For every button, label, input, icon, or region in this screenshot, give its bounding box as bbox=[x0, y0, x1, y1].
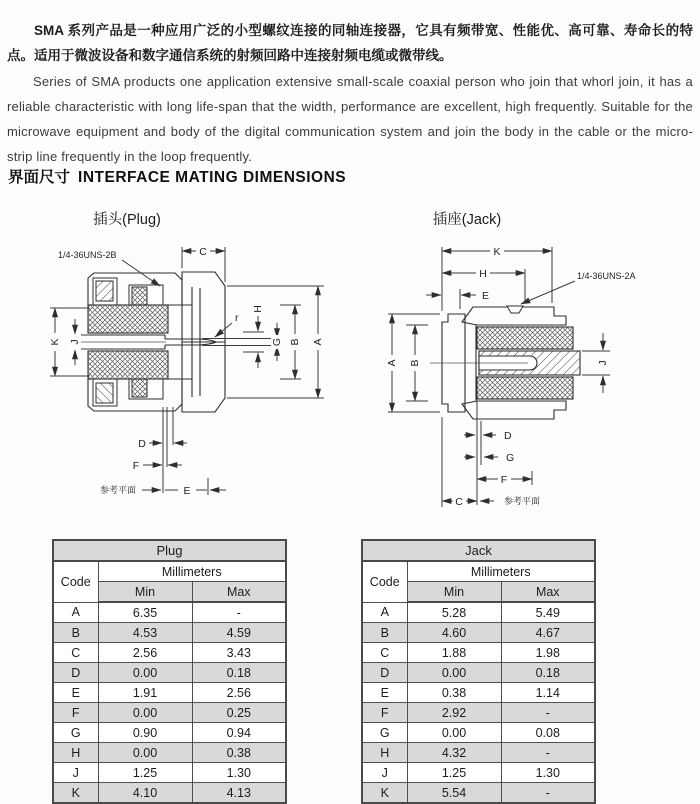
jack-unit-header: Millimeters bbox=[407, 561, 595, 582]
plug-min-header: Min bbox=[98, 582, 192, 603]
section-heading bbox=[8, 165, 346, 187]
table-cell-code: C bbox=[362, 643, 407, 663]
table-cell-max: 0.18 bbox=[192, 663, 286, 683]
plug-dim-f-label: F bbox=[132, 460, 140, 472]
table-cell-code: F bbox=[53, 703, 98, 723]
table-cell-min: 0.00 bbox=[98, 663, 192, 683]
table-cell-max: - bbox=[501, 743, 595, 763]
table-cell-code: G bbox=[53, 723, 98, 743]
jack-dim-c-label: C bbox=[455, 496, 463, 508]
plug-dim-g-label: G bbox=[270, 337, 283, 347]
table-cell-code: C bbox=[53, 643, 98, 663]
plug-thread-label: 1/4-36UNS-2B bbox=[58, 250, 117, 260]
table-cell-min: 5.28 bbox=[407, 602, 501, 623]
plug-dim-c-label: C bbox=[199, 246, 207, 258]
table-cell-max: - bbox=[501, 703, 595, 723]
table-row bbox=[53, 743, 286, 763]
table-row bbox=[53, 703, 286, 723]
table-cell-min: 0.00 bbox=[98, 703, 192, 723]
section-heading-en: INTERFACE MATING DIMENSIONS bbox=[78, 169, 347, 186]
table-cell-min: 4.10 bbox=[98, 783, 192, 804]
jack-dim-e bbox=[426, 289, 489, 309]
table-cell-code: H bbox=[362, 743, 407, 763]
table-cell-code: H bbox=[53, 743, 98, 763]
table-row bbox=[362, 703, 595, 723]
table-row bbox=[53, 602, 286, 623]
table-title-row bbox=[362, 540, 595, 561]
table-row bbox=[53, 763, 286, 783]
jack-body bbox=[442, 306, 580, 419]
plug-radius-callout bbox=[215, 312, 239, 337]
table-cell-min: 0.00 bbox=[407, 663, 501, 683]
plug-unit-header: Millimeters bbox=[98, 561, 286, 582]
table-row bbox=[362, 623, 595, 643]
table-cell-max: 4.67 bbox=[501, 623, 595, 643]
table-cell-code: K bbox=[362, 783, 407, 804]
plug-dim-a-label: A bbox=[311, 338, 324, 346]
table-cell-max: 2.56 bbox=[192, 683, 286, 703]
table-cell-code: D bbox=[53, 663, 98, 683]
table-row bbox=[362, 743, 595, 763]
table-cell-min: 0.90 bbox=[98, 723, 192, 743]
jack-thread-label: 1/4-36UNS-2A bbox=[577, 271, 636, 281]
table-cell-max: - bbox=[501, 783, 595, 804]
table-row bbox=[362, 723, 595, 743]
table-cell-code: D bbox=[362, 663, 407, 683]
plug-dimensions-table bbox=[52, 539, 287, 804]
table-cell-max: - bbox=[192, 602, 286, 623]
table-row bbox=[362, 783, 595, 804]
table-cell-max: 0.94 bbox=[192, 723, 286, 743]
table-cell-max: 1.30 bbox=[501, 763, 595, 783]
jack-dim-b bbox=[406, 325, 428, 401]
jack-max-header: Max bbox=[501, 582, 595, 603]
plug-ref-plane-lines bbox=[163, 407, 173, 493]
jack-dim-g bbox=[464, 452, 514, 464]
table-row bbox=[53, 783, 286, 804]
jack-code-header: Code bbox=[362, 561, 407, 602]
table-cell-code: J bbox=[53, 763, 98, 783]
plug-dim-r-label: r bbox=[235, 312, 239, 324]
table-row bbox=[53, 723, 286, 743]
table-cell-code: B bbox=[53, 623, 98, 643]
plug-body-half bbox=[88, 272, 225, 342]
jack-dim-j bbox=[582, 333, 610, 393]
jack-dim-j-label: J bbox=[596, 360, 609, 366]
plug-dim-b bbox=[280, 305, 301, 379]
table-cell-min: 0.00 bbox=[407, 723, 501, 743]
table-cell-min: 0.00 bbox=[98, 743, 192, 763]
jack-table-title: Jack bbox=[362, 540, 595, 561]
table-cell-min: 0.38 bbox=[407, 683, 501, 703]
table-cell-max: 0.18 bbox=[501, 663, 595, 683]
table-row bbox=[362, 763, 595, 783]
plug-diagram-title: 插头(Plug) bbox=[93, 212, 161, 228]
plug-diagram bbox=[30, 235, 360, 507]
plug-dim-h-label: H bbox=[251, 305, 264, 313]
table-cell-code: J bbox=[362, 763, 407, 783]
jack-dim-f-label: F bbox=[500, 474, 508, 486]
table-row bbox=[53, 663, 286, 683]
section-heading-cn: 界面尺寸 bbox=[8, 169, 71, 186]
plug-ref-plane-label: 参考平面 bbox=[99, 485, 137, 495]
table-cell-min: 1.25 bbox=[407, 763, 501, 783]
jack-dim-g-label: G bbox=[506, 452, 515, 464]
table-cell-code: F bbox=[362, 703, 407, 723]
plug-max-header: Max bbox=[192, 582, 286, 603]
jack-dim-c bbox=[442, 417, 540, 508]
jack-dim-k bbox=[442, 244, 552, 311]
table-cell-max: 0.25 bbox=[192, 703, 286, 723]
intro-paragraph-en: Series of SMA products one application extensive small-scale coaxial person who join that whorl join, it has a reliable characteristic with long life-span that the width, performance are excellent, high frequently. Suitable for the microwave equipment and body of the digital communication system and join the body in the cable or the micro-strip line frequently in the loop frequently. bbox=[7, 74, 693, 164]
table-unit-row bbox=[53, 561, 286, 582]
table-cell-max: 3.43 bbox=[192, 643, 286, 663]
table-cell-max: 4.13 bbox=[192, 783, 286, 804]
table-row bbox=[53, 623, 286, 643]
jack-dim-d bbox=[464, 430, 512, 442]
table-cell-min: 4.53 bbox=[98, 623, 192, 643]
jack-dimensions-table bbox=[361, 539, 596, 804]
table-cell-max: 5.49 bbox=[501, 602, 595, 623]
table-cell-min: 2.56 bbox=[98, 643, 192, 663]
table-cell-min: 5.54 bbox=[407, 783, 501, 804]
jack-min-header: Min bbox=[407, 582, 501, 603]
jack-dim-e-label: E bbox=[482, 290, 490, 302]
table-row bbox=[362, 683, 595, 703]
table-cell-min: 6.35 bbox=[98, 602, 192, 623]
table-cell-max: 4.59 bbox=[192, 623, 286, 643]
jack-dim-b-label: B bbox=[408, 359, 421, 367]
table-cell-max: 0.08 bbox=[501, 723, 595, 743]
table-cell-max: 1.14 bbox=[501, 683, 595, 703]
intro-paragraph-cn: SMA 系列产品是一种应用广泛的小型螺纹连接的同轴连接器，它具有频带宽、性能优、高可靠、寿命长的特点。适用于微波设备和数字通信系统的射频回路中连接射频电缆或微带线。 bbox=[7, 22, 693, 63]
plug-dim-j-label: J bbox=[68, 339, 81, 345]
table-cell-code: B bbox=[362, 623, 407, 643]
table-cell-code: A bbox=[53, 602, 98, 623]
plug-dim-h bbox=[243, 305, 264, 368]
plug-dim-b-label: B bbox=[288, 338, 301, 346]
table-cell-min: 1.91 bbox=[98, 683, 192, 703]
table-row bbox=[53, 643, 286, 663]
table-row bbox=[362, 663, 595, 683]
jack-diagram-title: 插座(Jack) bbox=[432, 212, 502, 228]
table-unit-row bbox=[362, 561, 595, 582]
table-cell-code: E bbox=[362, 683, 407, 703]
jack-dim-f bbox=[477, 471, 532, 486]
jack-dim-a-label: A bbox=[385, 359, 398, 367]
table-cell-code: E bbox=[53, 683, 98, 703]
jack-diagram bbox=[380, 235, 700, 515]
table-cell-max: 1.30 bbox=[192, 763, 286, 783]
jack-ref-plane-lines bbox=[477, 401, 481, 505]
table-cell-code: G bbox=[362, 723, 407, 743]
jack-dim-d-label: D bbox=[504, 430, 512, 442]
jack-dim-k-label: K bbox=[493, 246, 501, 258]
table-cell-max: 1.98 bbox=[501, 643, 595, 663]
table-cell-min: 1.88 bbox=[407, 643, 501, 663]
table-cell-code: K bbox=[53, 783, 98, 804]
plug-dim-e-label: E bbox=[183, 485, 191, 497]
table-cell-min: 1.25 bbox=[98, 763, 192, 783]
jack-ref-plane-label: 参考平面 bbox=[503, 496, 541, 506]
jack-dim-h-label: H bbox=[479, 268, 487, 280]
table-cell-max: 0.38 bbox=[192, 743, 286, 763]
table-row bbox=[362, 643, 595, 663]
table-row bbox=[53, 683, 286, 703]
table-row bbox=[362, 602, 595, 623]
table-cell-min: 4.60 bbox=[407, 623, 501, 643]
table-cell-min: 4.32 bbox=[407, 743, 501, 763]
table-cell-min: 2.92 bbox=[407, 703, 501, 723]
plug-table-title: Plug bbox=[53, 540, 286, 561]
plug-dim-k-label: K bbox=[48, 338, 61, 346]
plug-dim-d-label: D bbox=[138, 438, 146, 450]
table-cell-code: A bbox=[362, 602, 407, 623]
table-title-row bbox=[53, 540, 286, 561]
plug-code-header: Code bbox=[53, 561, 98, 602]
plug-dim-f bbox=[133, 460, 182, 472]
jack-thread-callout bbox=[521, 271, 636, 304]
